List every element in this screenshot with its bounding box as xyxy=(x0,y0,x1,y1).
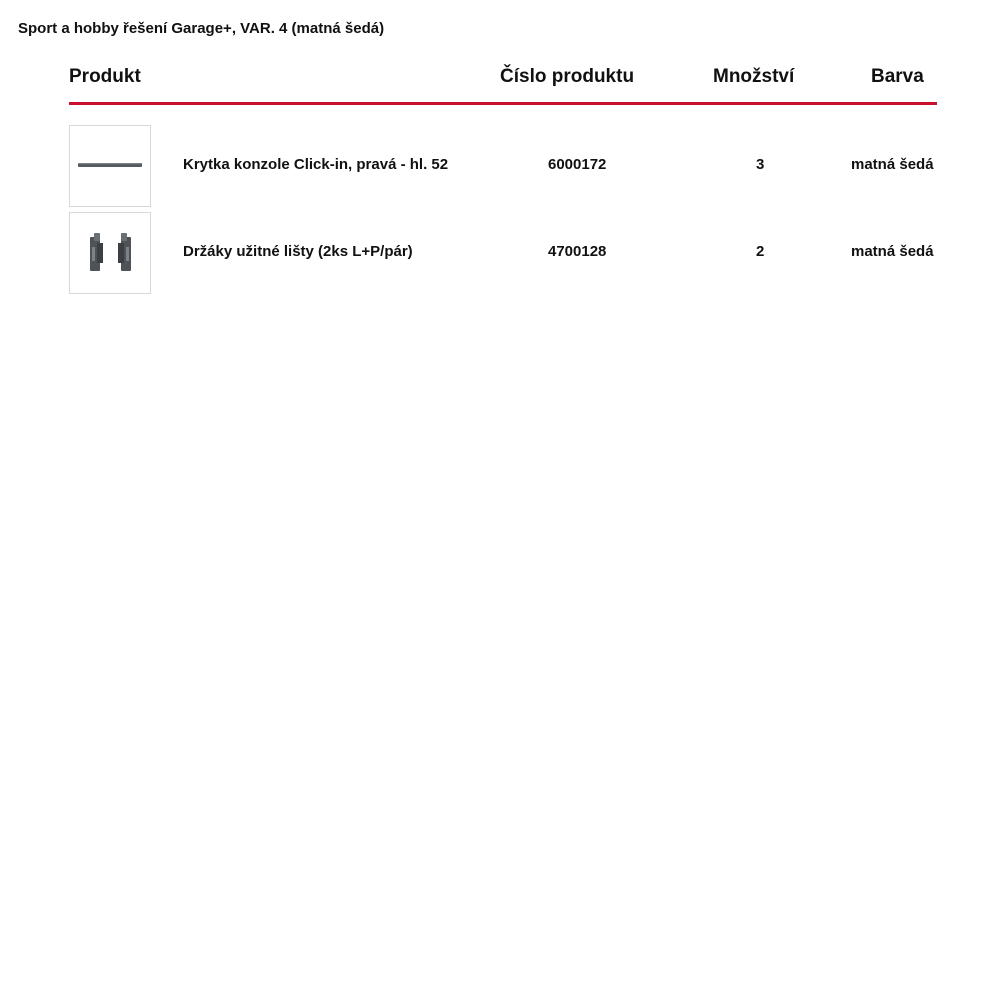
header-product: Produkt xyxy=(69,66,141,87)
header-color: Barva xyxy=(871,66,924,87)
product-thumbnail[interactable] xyxy=(69,125,151,207)
cover-strip-icon xyxy=(70,126,150,206)
product-color: matná šedá xyxy=(851,156,934,173)
product-thumbnail[interactable] xyxy=(69,212,151,294)
rail-holders-icon xyxy=(70,213,150,293)
table-row xyxy=(0,125,1000,207)
header-product-number: Číslo produktu xyxy=(500,66,635,87)
header-rule xyxy=(69,102,937,105)
product-number: 4700128 xyxy=(548,243,607,260)
product-color: matná šedá xyxy=(851,243,934,260)
product-number: 6000172 xyxy=(548,156,607,173)
product-quantity: 2 xyxy=(756,243,765,260)
product-name: Držáky užitné lišty (2ks L+P/pár) xyxy=(183,243,413,260)
table-header xyxy=(0,66,1000,96)
page-title: Sport a hobby řešení Garage+, VAR. 4 (matná šedá) xyxy=(18,20,385,37)
product-quantity: 3 xyxy=(756,156,765,173)
product-name: Krytka konzole Click-in, pravá - hl. 52 xyxy=(183,156,449,173)
table-row xyxy=(0,212,1000,294)
header-quantity: Množství xyxy=(713,66,795,87)
